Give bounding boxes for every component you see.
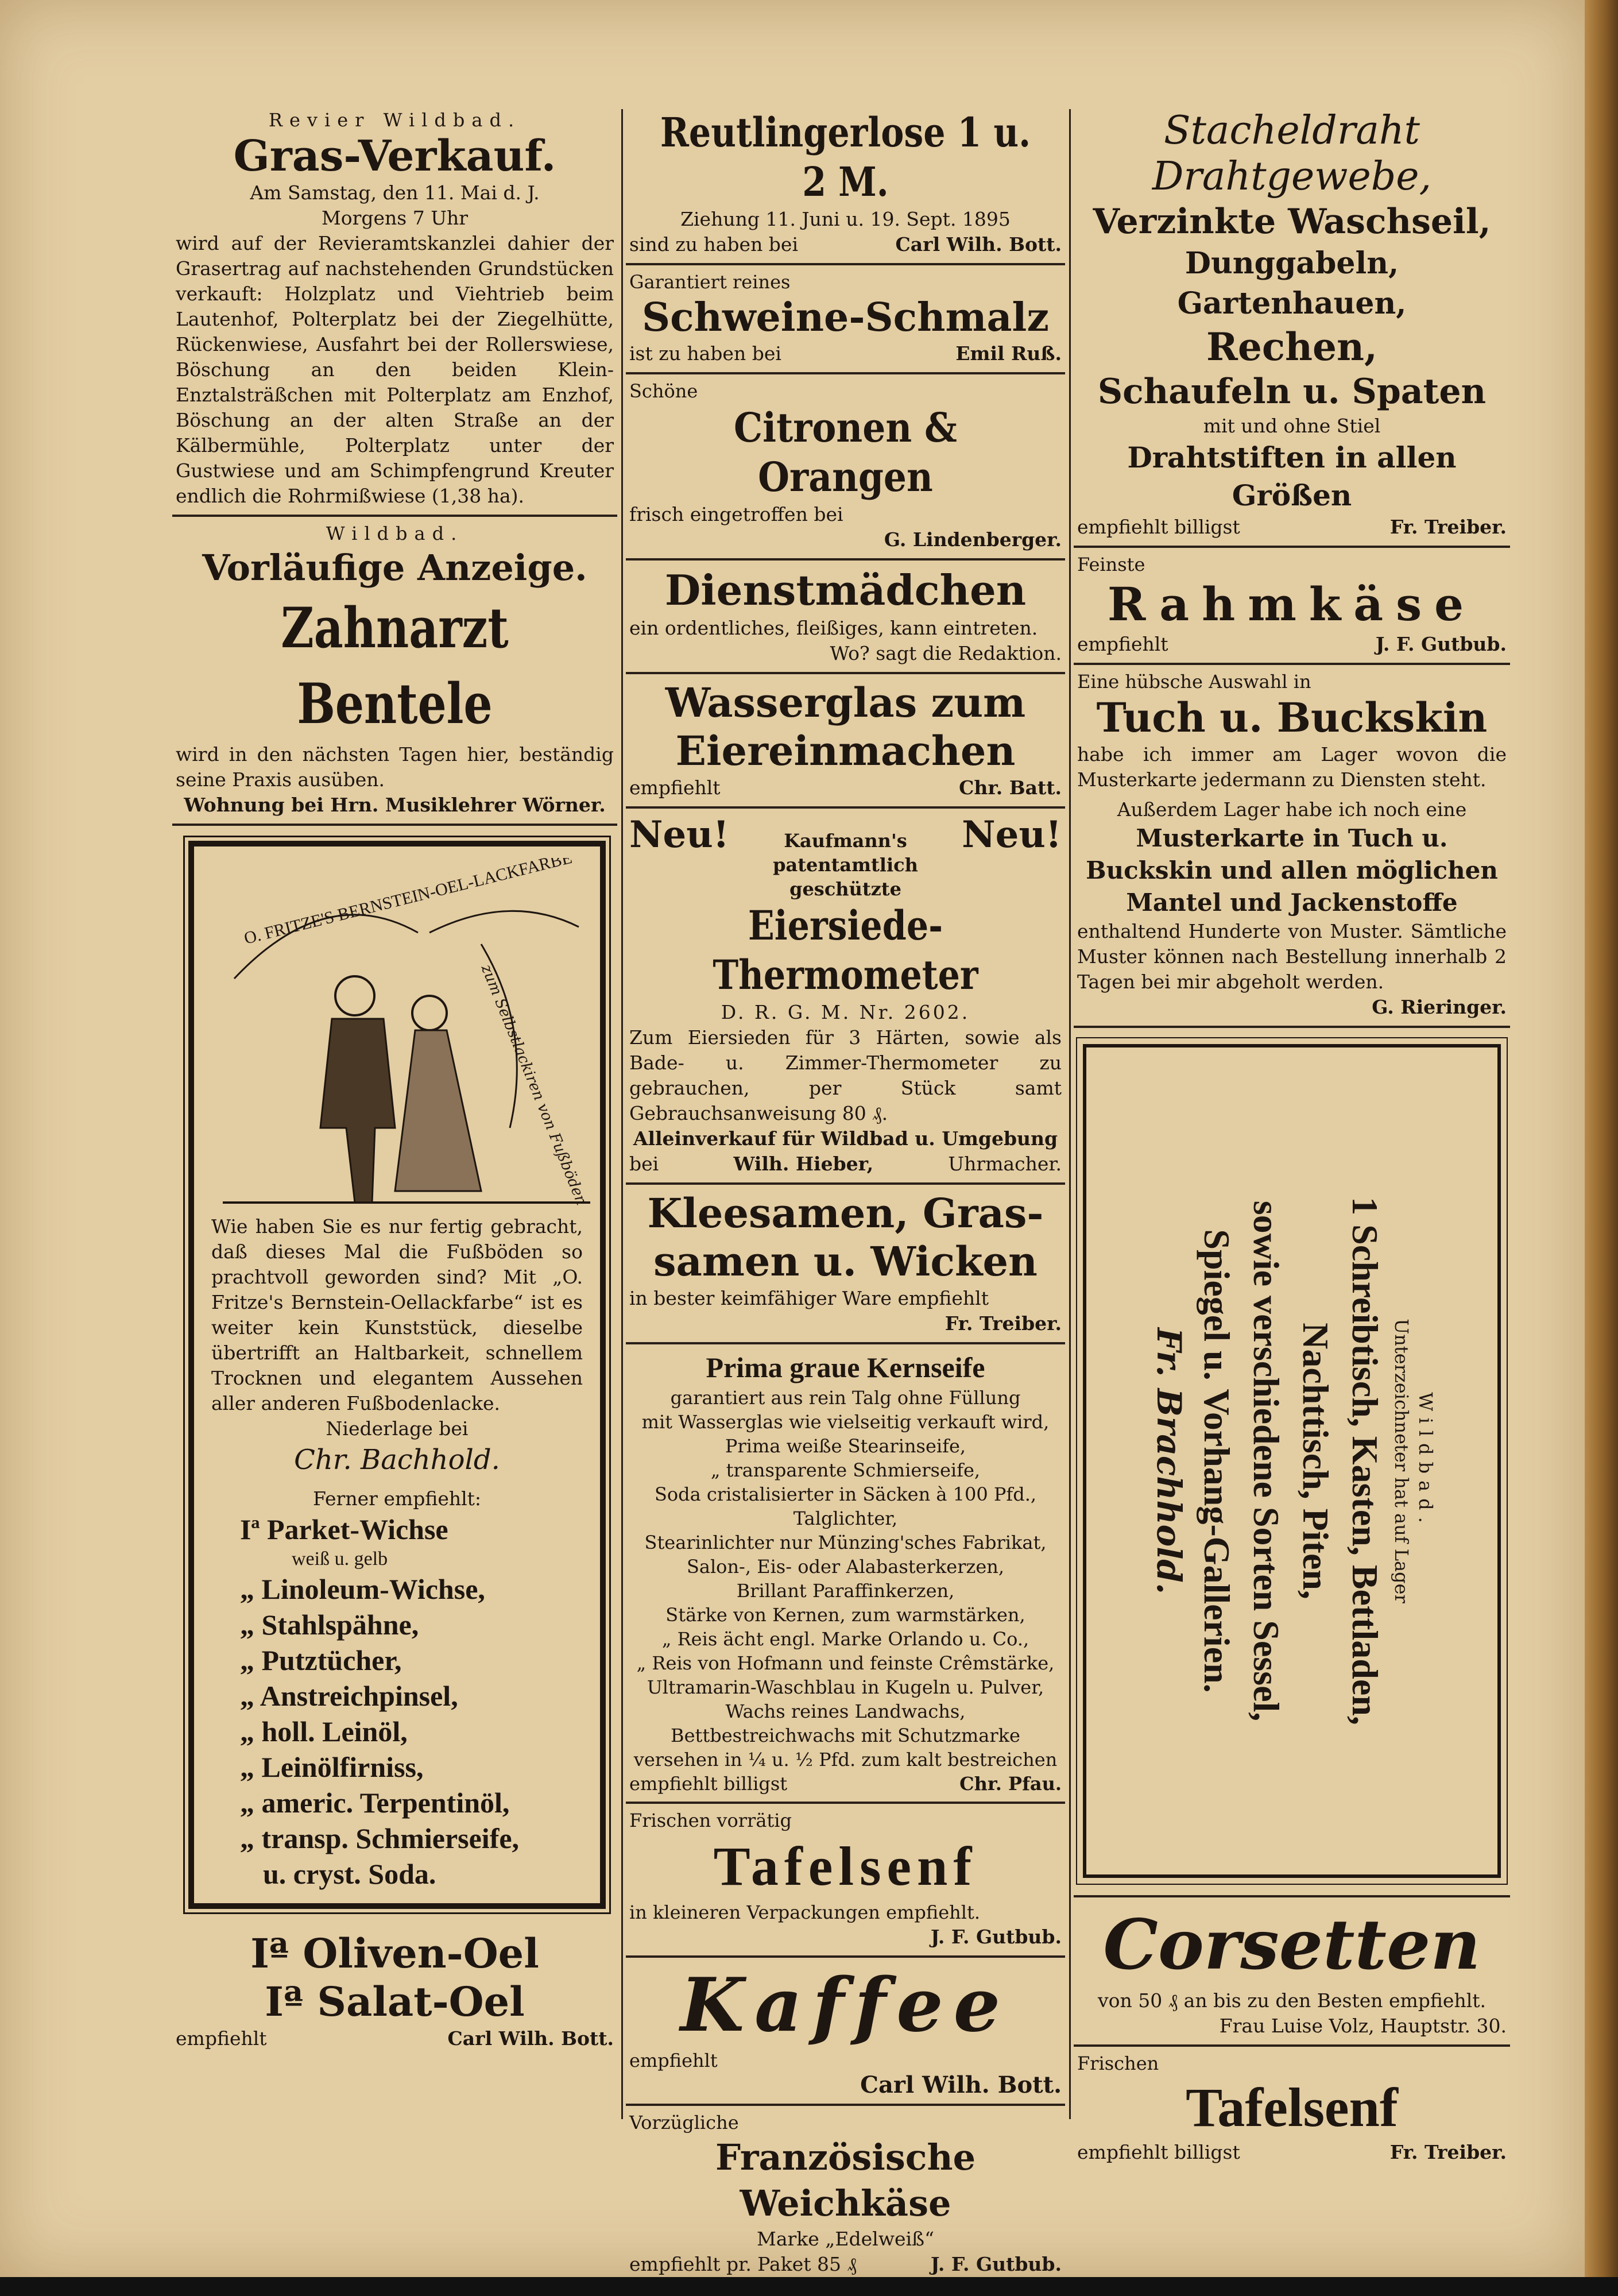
ad-line: Drahtgewebe, [1152,154,1432,199]
ad-title: Gras-Verkauf. [233,132,556,181]
ad-footer [629,1151,1062,1177]
ad-title: Zahnarzt Bentele [281,596,509,736]
product-item: Iª Parket-Wichse [240,1513,448,1545]
ad-zahnarzt [172,517,617,826]
ad-seller: J. F. Gutbub. [1375,633,1507,655]
ad-kleesamen [626,1185,1065,1344]
ad-top: Vorzügliche [629,2112,739,2133]
neu-label: Neu! [629,813,729,856]
ad-text: wird auf der Revieramtskanzlei dahier der Grasertrag auf nachstehenden Grundstücken verkauft: Holzplatz und Viehtrieb beim Lautenhof, Polterplatz bei der Ziegelhütte, Rückenwiese, Ausfahrt bei der Rollerswiese, Böschung an den beiden Klein-Enztalsträßchen mit Polterplatz am Enzhof, Böschung an der alten Straße an der Kälbermühle, Polterplatz unter der Gustwiese und am Schimpfengrund Kreuter endlich die Rohrmißwiese (1,38 ha). [176,232,614,507]
ad-frame [188,841,606,1909]
product-list [211,1512,583,1892]
couple-illustration [211,858,602,1214]
ad-title: Prima graue Kernseife [706,1351,985,1383]
ad-left: empfiehlt [1077,633,1168,655]
column-2 [626,103,1065,2283]
ill-brand: O. FRITZE'S BERNSTEIN-OEL-LACKFARBE [242,858,574,948]
ad-header: Revier Wildbad. [268,109,521,131]
ad-tuch [1074,665,1510,1028]
ad-weichkaese [626,2106,1065,2283]
ad-niederlage: Niederlage bei [326,1417,469,1440]
ad-title: Rahmkäse [1107,577,1477,631]
ad-drgm: D. R. G. M. Nr. 2602. [721,1001,970,1023]
ad-line: Iª Oliven-Oel [250,1930,539,1977]
ad-title: Reutlingerlose 1 u. 2 M. [660,109,1031,206]
ad-line: Nachttisch, Piten, [1295,1323,1336,1599]
ad-title: Dienstmädchen [664,566,1027,614]
product-item: weiß u. gelb [292,1548,388,1570]
ad-text: wird in den nächsten Tagen hier, beständig seine Praxis ausüben. [176,743,614,791]
ad-moebel [1074,1028,1510,1897]
ad-footer [629,775,1062,801]
product-item: „ Putztücher, [240,1644,402,1676]
ad-text: Außerdem Lager habe ich noch eine [1117,798,1467,821]
ad-sub: mit und ohne Stiel [1203,415,1381,437]
ad-header: Wildbad. [1415,1392,1437,1530]
ad-top: Frischen vorrätig [629,1810,792,1831]
ad-line: Iª Salat-Oel [265,1978,525,2026]
product-item: u. cryst. Soda. [263,1858,436,1890]
ad-line: Dunggabeln, Gartenhauen, [1177,246,1407,321]
ad-stacheldraht [1074,103,1510,548]
ad-seller: Wilh. Hieber, [733,1153,874,1175]
ad-ferner: Ferner empfiehlt: [312,1487,482,1510]
ad-seller: Fr. Brachhold. [1149,1327,1189,1595]
ad-seller: Carl Wilh. Bott. [860,2071,1062,2098]
ad-title: Corsetten [1103,1904,1481,1985]
ad-line: Stacheldraht [1163,108,1420,153]
ad-footer [1077,515,1507,540]
ad-seller: J. F. Gutbub. [930,1926,1062,1948]
ad-left: ist zu haben bei [629,342,781,365]
rotated-content [1146,1076,1438,1846]
ad-text: Ziehung 11. Juni u. 19. Sept. 1895 [680,208,1011,230]
ad-schweineschmalz [626,265,1065,374]
ad-seller: Carl Wilh. Bott. [895,233,1062,256]
product-item: „ Stahlspähne, [240,1609,419,1641]
ad-seller: Fr. Treiber. [1389,516,1507,538]
product-item: „ Leinölfirniss, [240,1751,424,1783]
ad-time: Morgens 7 Uhr [321,207,469,229]
ad-line: Salon-, Eis- oder Alabasterkerzen, [686,1556,1005,1578]
ad-line: garantiert aus rein Talg ohne Füllung [670,1387,1021,1409]
ad-footer [176,2026,614,2051]
ad-title: Kleesamen, Gras- [647,1189,1044,1237]
ad-frame [1083,1044,1501,1878]
ad-title: Französische Weichkäse [715,2136,976,2224]
ad-corsetten [1074,1897,1510,2047]
ad-line: Soda cristalisierter in Säcken à 100 Pfd., [654,1483,1037,1505]
ad-left: empfiehlt billigst [629,1773,788,1795]
ad-left: bei [629,1153,659,1175]
ad-kernseife [626,1344,1065,1804]
ad-gras-verkauf [172,103,617,517]
ad-text: frisch eingetroffen bei [629,503,843,525]
ad-title: Wasserglas zum [665,679,1026,726]
ad-line: Drahtstiften in allen Größen [1127,440,1457,512]
ad-line: Stearinlichter nur Münzing'sches Fabrikat, [644,1532,1047,1553]
ad-address: Wohnung bei Hrn. Musiklehrer Wörner. [184,794,606,816]
ad-rahmkaese [1074,548,1510,665]
ad-top: Frischen [1077,2053,1159,2074]
ad-line: mit Wasserglas wie vielseitig verkauft wird, [641,1411,1050,1433]
ad-allein: Alleinverkauf für Wildbad u. Umgebung [633,1127,1058,1150]
ad-seller: Chr. Bachhold. [294,1444,500,1476]
ad-line: Spiegel u. Vorhang-Gallerien. [1197,1229,1237,1693]
ad-title: Tafelsenf [1186,2077,1398,2138]
product-item: „ holl. Leinöl, [240,1715,408,1748]
ad-seller: G. Lindenberger. [884,528,1062,551]
ad-title: Schweine-Schmalz [642,295,1049,341]
column-1 [172,103,617,2057]
neu-label: Neu! [962,813,1062,856]
column-rule [621,109,623,2119]
product-item: „ americ. Terpentinöl, [240,1787,510,1819]
ad-text: Zum Eiersieden für 3 Härten, sowie als Bade- u. Zimmer-Thermometer zu gebrauchen, per Stück samt Gebrauchsanweisung 80 ₰. [629,1026,1062,1124]
ad-footer [1077,632,1507,657]
ad-line: „ Reis ächt engl. Marke Orlando u. Co., [661,1628,1029,1650]
ad-thermometer [626,809,1065,1185]
ad-line: Ultramarin-Waschblau in Kugeln u. Pulver, [647,1676,1044,1698]
ad-footer [629,2252,1062,2277]
ad-seller: Fr. Treiber. [945,1312,1062,1335]
ad-text: in bester keimfähiger Ware empfiehlt [629,1287,989,1309]
ad-reutlingerlose [626,103,1065,265]
ad-seller: J. F. Gutbub. [930,2253,1062,2275]
ad-wasserglas [626,674,1065,809]
ad-seller: Chr. Batt. [959,776,1062,799]
product-item: „ Anstreichpinsel, [240,1680,458,1712]
ad-top: Garantiert reines [629,271,791,293]
ad-line: Brillant Paraffinkerzen, [736,1580,955,1602]
ad-title: Kaffee [680,1962,1011,2048]
ad-left: empfiehlt billigst [1077,2141,1240,2163]
ad-title: samen u. Wicken [653,1238,1038,1285]
ad-seller: Chr. Pfau. [959,1773,1062,1795]
ad-seller: G. Rieringer. [1372,996,1507,1018]
ad-line: Verzinkte Waschseil, [1093,202,1491,242]
ad-left: empfiehlt [629,776,721,799]
ad-fritze [172,826,617,1925]
ad-left: empfiehlt [176,2027,267,2050]
ad-header: Wildbad. [326,523,464,544]
ad-text: in kleineren Verpackungen empfiehlt. [629,1901,980,1923]
ad-dienstmaedchen [626,561,1065,674]
ad-line: Bettbestreichwachs mit Schutzmarke versehen in ¼ u. ½ Pfd. zum kalt bestreichen [633,1725,1058,1771]
ad-text: Wie haben Sie es nur fertig gebracht, daß dieses Mal die Fußböden so prachtvoll geworden sind? Mit „O. Fritze's Bernstein-Oellackfarbe“ ist es weiter kein Kunststück, dieselbe übertrifft an Haltbarkeit, schnellem Trocknen und elegantem Aussehen aller anderen Fußbodenlacke. [211,1215,583,1414]
ad-line: Talglichter, [793,1508,898,1529]
ad-title: Tafelsenf [713,1835,978,1897]
ad-tafelsenf [626,1804,1065,1958]
ad-line: Prima weiße Stearinseife, [725,1435,966,1457]
ad-line: „ transparente Schmierseife, [710,1459,981,1481]
ad-where: Wo? sagt die Redaktion. [830,642,1062,664]
ad-text: von 50 ₰ an bis zu den Besten empfiehlt. [1097,1989,1487,2012]
ad-line: 1 Schreibtisch, Kasten, Bettladen, [1345,1197,1385,1725]
ad-kaffee [626,1958,1065,2106]
ill-sub: zum Selbstlackiren von Fußböden [477,962,590,1208]
ad-bold: Musterkarte in Tuch u. Buckskin und allen möglichen Mantel und Jackenstoffe [1086,824,1498,917]
ad-line: „ Reis von Hofmann und feinste Crêmstärke, [636,1652,1055,1674]
ad-title: Tuch u. Buckskin [1096,694,1488,741]
ad-sub: Unterzeichneter hat auf Lager [1391,1319,1412,1603]
ad-headline: Vorläufige Anzeige. [202,547,587,589]
ad-neu-row [629,813,1062,901]
ad-left: empfiehlt [629,2050,718,2071]
column-rule [1069,109,1071,2119]
product-item: „ transp. Schmierseife, [240,1822,520,1854]
ad-left: empfiehlt pr. Paket 85 ₰ [629,2253,857,2275]
ad-seller: Emil Ruß. [955,342,1062,365]
ad-left: empfiehlt billigst [1077,516,1240,538]
ad-tafelsenf-2 [1074,2047,1510,2171]
ad-date: Am Samstag, den 11. Mai d. J. [250,181,540,204]
ad-top: Eine hübsche Auswahl in [1077,671,1311,693]
ad-marke: Marke „Edelweiß“ [757,2228,934,2250]
ad-text: ein ordentliches, fleißiges, kann eintreten. [629,617,1038,639]
ad-top: Schöne [629,380,698,402]
ad-seller: Carl Wilh. Bott. [447,2027,614,2050]
page-edge [1585,0,1618,2296]
ad-line: Rechen, [1206,324,1377,369]
product-item: „ Linoleum-Wichse, [240,1573,485,1605]
ad-left: sind zu haben bei [629,233,799,256]
ad-line: Wachs reines Landwachs, [725,1700,966,1722]
ad-footer [629,232,1062,257]
ad-footer [629,1772,1062,1796]
ad-patent: Kaufmann's patentamtlich geschützte [773,830,918,900]
ad-seller: Frau Luise Volz, Hauptstr. 30. [1219,2015,1507,2037]
illustration [211,858,590,1214]
ad-footer [1077,2140,1507,2165]
ad-title: Eiereinmachen [675,727,1016,775]
ad-oel [172,1925,617,2057]
ad-text: habe ich immer am Lager wovon die Musterkarte jedermann zu Diensten steht. [1077,743,1507,791]
ad-top: Feinste [1077,554,1145,575]
column-3 [1074,103,1510,2171]
ad-citronen [626,374,1065,561]
ad-beruf: Uhrmacher. [948,1153,1062,1175]
ad-line: sowie verschiedene Sorten Sessel, [1246,1200,1287,1722]
ad-seller: Fr. Treiber. [1389,2141,1507,2163]
ad-line: Schaufeln u. Spaten [1097,372,1487,412]
ad-footer [629,341,1062,366]
ad-line: Stärke von Kernen, zum warmstärken, [665,1604,1025,1626]
ad-title: Eiersiede-Thermometer [713,902,978,999]
ad-title: Citronen & Orangen [734,404,957,501]
ad-text: enthaltend Hunderte von Muster. Sämtliche Muster können nach Bestellung innerhalb 2 Tagen bei mir abgeholt werden. [1077,920,1507,993]
